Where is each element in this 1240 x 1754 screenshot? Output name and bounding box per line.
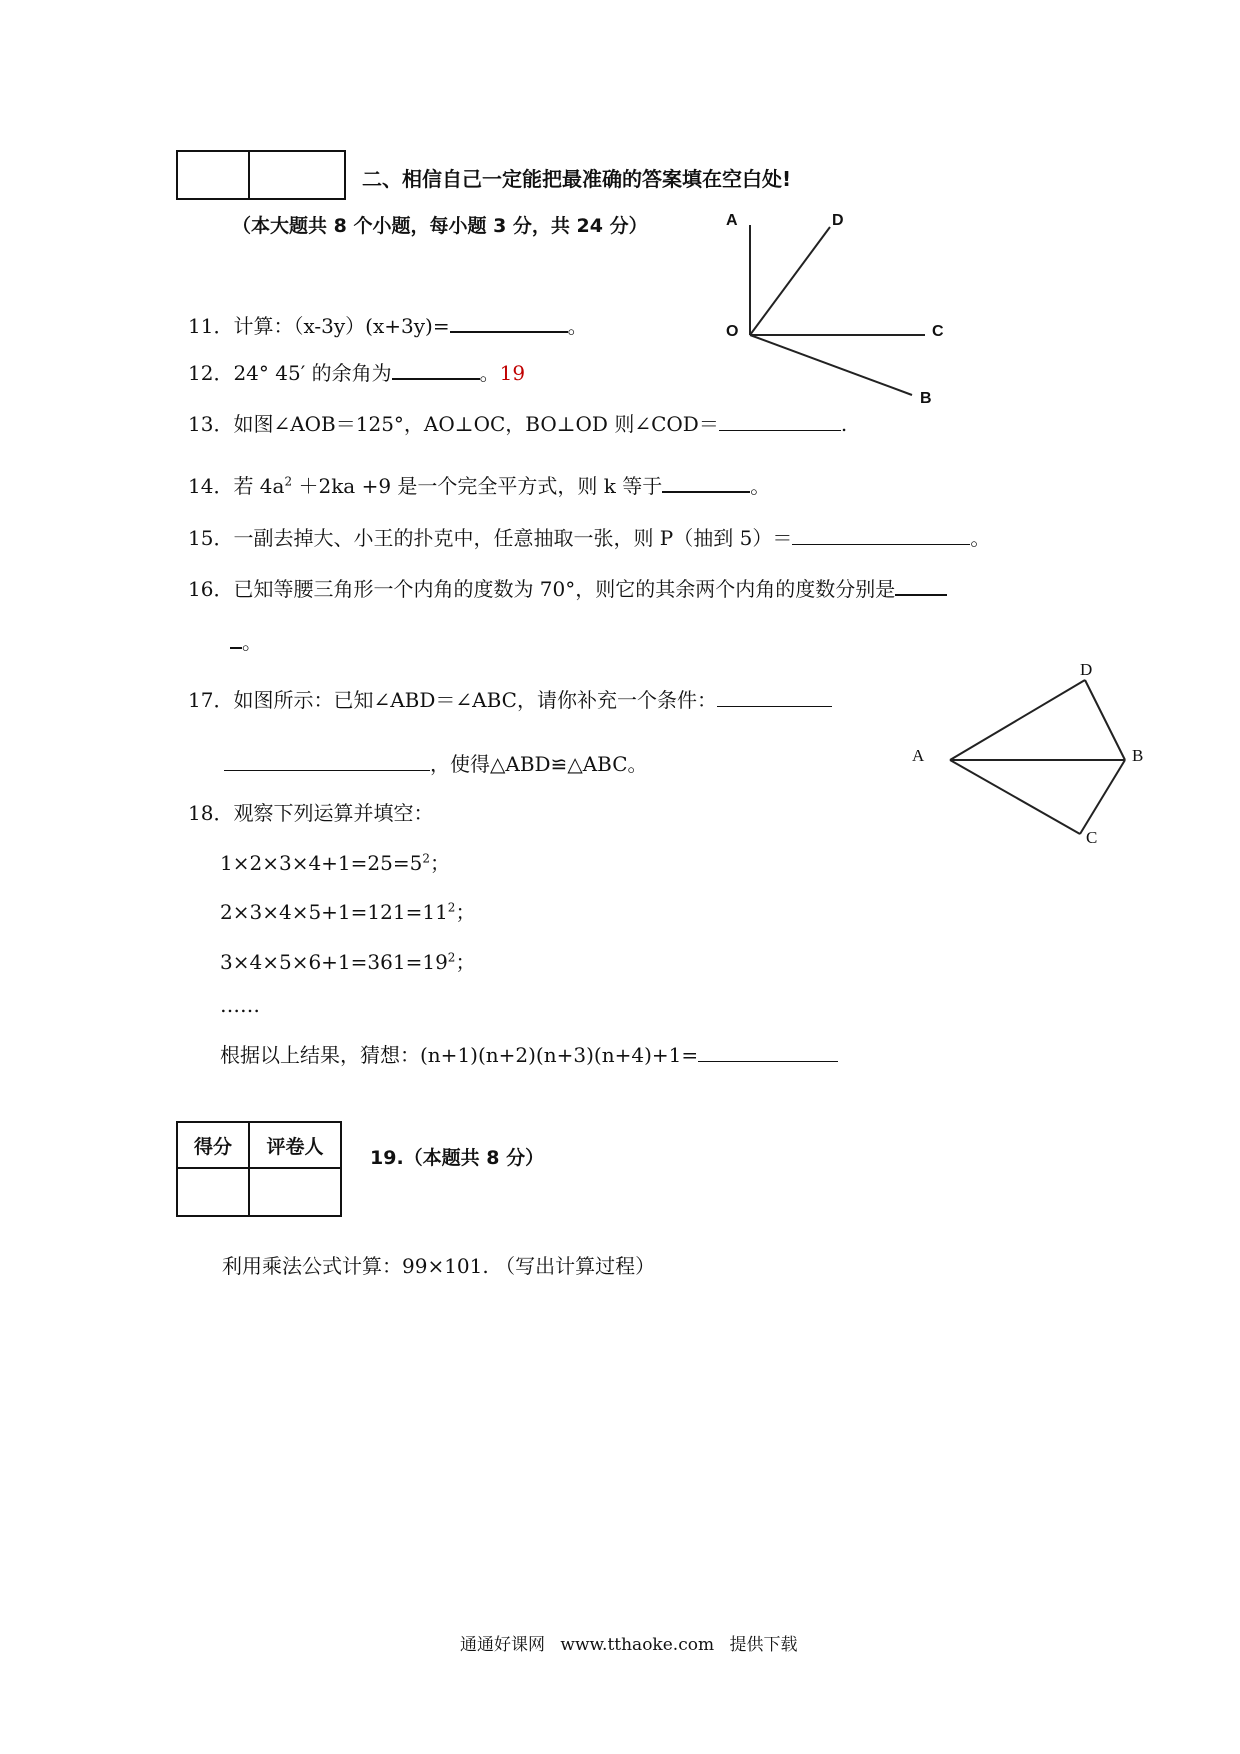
q13-answer-blank[interactable] [719,412,841,431]
q18-line-2: $2\times 3\times 4\times 5+1=121=11^2$； [220,900,476,924]
question-16-line2 [230,626,262,655]
question-17 [188,684,832,713]
ray-ob [750,335,912,395]
fig2-label-a: A [912,746,925,765]
q18-line-1: $1\times 2\times 3\times 4+1=25=5^2$； [220,851,450,875]
q11-text: 11．计算：（x-3y）(x+3y)= [188,314,450,338]
q12-answer-blank[interactable] [392,360,480,380]
q14-sup: 2 [284,474,293,489]
q14-end: 。 [750,474,771,498]
q14-post: ＋2ka +9 是一个完全平方式，则 k 等于 [292,474,663,498]
q19-title: 19.（本题共 8 分） [370,1147,545,1169]
q11-answer-blank[interactable] [450,313,568,333]
fig1-label-d: D [832,212,844,229]
score-box-q19 [176,1121,342,1217]
q12-text: 12．24° 45′ 的余角为 [188,361,392,385]
figure-angle-rays [720,205,960,405]
fig2-label-b: B [1132,746,1144,765]
q18-answer-blank[interactable] [698,1043,838,1062]
q12-end: 。 [479,361,500,385]
fig2-label-d: D [1080,660,1093,679]
q17-line2: ，使得△ABD≌△ABC。 [430,752,648,776]
reviewer-header: 评卷人 [249,1122,341,1168]
q19-text: 利用乘法公式计算：99×101. （写出计算过程） [222,1254,656,1278]
q17-answer-blank[interactable] [717,688,832,707]
footer-site: 通通好课网 [460,1635,545,1655]
score-cell [177,151,249,199]
q17-answer-blank-2[interactable] [224,752,430,771]
seg-ad [950,680,1085,760]
question-13 [188,408,847,437]
q11-end: 。 [567,314,588,338]
q16-answer-blank[interactable] [895,576,947,596]
reviewer-input-cell[interactable] [249,1168,341,1216]
footer-url[interactable]: www.tthaoke.com [560,1635,715,1655]
q17-text: 17．如图所示：已知∠ABD＝∠ABC，请你补充一个条件： [188,688,717,712]
question-12 [188,357,525,386]
question-18: 18．观察下列运算并填空： [188,801,434,825]
seg-db [1085,680,1125,760]
q15-text: 15．一副去掉大、小王的扑克中，任意抽取一张，则 P（抽到 5）＝ [188,526,793,550]
question-17-line2 [224,748,648,777]
q14-pre: 14．若 4a [188,474,285,498]
q18-line-3: $3\times 4\times 5\times 6+1=361=19^2$； [220,950,476,974]
figure-triangles-abd-abc [940,670,1150,850]
fig2-label-c: C [1086,828,1098,847]
section2-title: 二、相信自己一定能把最准确的答案填在空白处! [362,167,792,191]
q12-answer: 19 [499,361,526,385]
q15-answer-blank[interactable] [792,526,970,545]
fig1-label-c: C [932,323,944,340]
fig1-label-a: A [726,212,738,229]
q15-end: 。 [970,526,991,550]
q16-end: 。 [242,630,262,654]
reviewer-cell [249,151,345,199]
ray-od [750,227,830,335]
q14-answer-blank[interactable] [662,473,750,493]
question-15 [188,522,990,551]
q18-guess [220,1039,838,1068]
q16-answer-blank-2[interactable] [230,629,242,649]
fig1-label-o: O [726,323,739,340]
section2-subtitle: （本大题共 8 个小题，每小题 3 分，共 24 分） [232,215,648,237]
question-14 [188,470,770,499]
q18-ellipsis: …… [220,993,260,1017]
seg-ac [950,760,1080,834]
score-box-top [176,150,346,200]
question-11 [188,310,588,339]
q13-end: . [840,412,848,436]
footer-action: 提供下载 [729,1635,798,1655]
question-16 [188,573,947,602]
score-input-cell[interactable] [177,1168,249,1216]
q13-text: 13．如图∠AOB＝125°，AO⊥OC，BO⊥OD 则∠COD＝ [188,412,719,436]
seg-cb [1080,760,1125,834]
score-header: 得分 [177,1122,249,1168]
footer [460,1630,797,1655]
q16-text: 16．已知等腰三角形一个内角的度数为 70°，则它的其余两个内角的度数分别是 [188,577,896,601]
q18-guess-text: 根据以上结果，猜想：(n+1)(n+2)(n+3)(n+4)+1= [220,1043,699,1067]
fig1-label-b: B [920,390,932,407]
